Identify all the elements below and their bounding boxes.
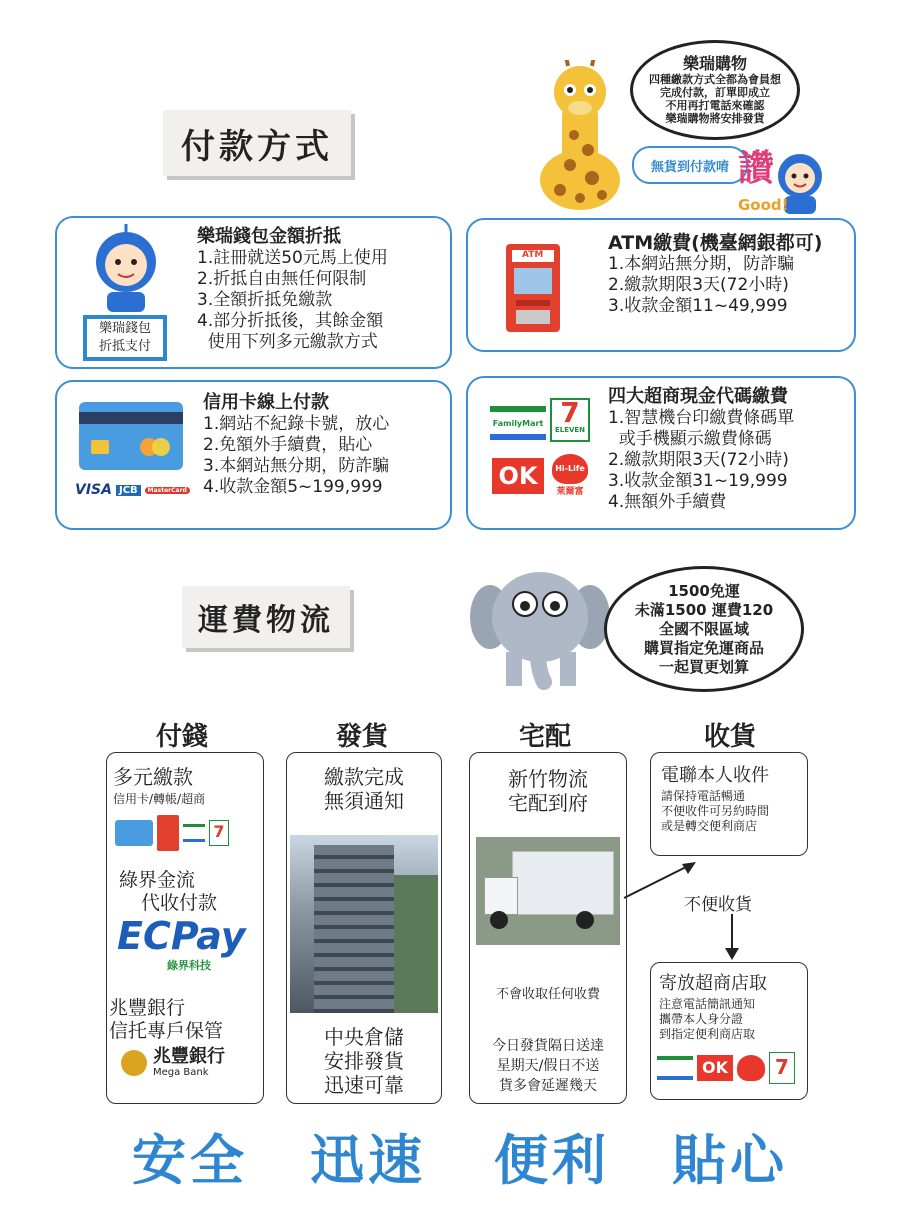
ecpay-title-line: 代收付款 xyxy=(141,892,218,914)
ecpay-logo: ECPay xyxy=(117,914,246,958)
ship-foot: 迅速可靠 xyxy=(324,1073,404,1097)
shipping-section-title: 運費物流 xyxy=(182,586,350,648)
credit-card-icon xyxy=(79,402,183,470)
wallet-item: 使用下列多元繳款方式 xyxy=(197,332,378,352)
mega-bank-icon xyxy=(121,1050,147,1076)
credit-item: 3.本網站無分期，防詐騙 xyxy=(203,456,390,476)
store-card-title: 四大超商現金代碼繳費 xyxy=(608,386,788,407)
ship-column xyxy=(286,752,442,1104)
robot-mascot-icon xyxy=(89,224,163,314)
credit-card-card xyxy=(55,380,452,530)
wallet-badge-line: 折抵支付 xyxy=(98,339,151,354)
ecpay-title xyxy=(107,851,263,915)
wallet-card-title: 樂瑞錢包金額折抵 xyxy=(197,226,341,247)
store-pickup-line: 注意電話簡訊通知 xyxy=(659,997,756,1011)
familymart-logo: FamilyMart xyxy=(490,406,546,440)
good-text: Good! xyxy=(738,196,789,214)
bank-line: 兆豐銀行 xyxy=(109,997,186,1019)
credit-item: 4.收款金額5~199,999 xyxy=(203,477,383,497)
wallet-item: 2.折抵自由無任何限制 xyxy=(197,269,367,289)
store-card xyxy=(466,376,856,530)
atm-card-title: ATM繳費(機臺網銀都可) xyxy=(608,232,823,254)
eleven-word: ELEVEN xyxy=(554,426,586,434)
store-pickup-line: 攜帶本人身分證 xyxy=(659,1012,744,1026)
pay-column xyxy=(106,752,264,1104)
credit-card-title: 信用卡線上付款 xyxy=(203,392,329,413)
giraffe-bubble-line: 四種繳款方式全都為會員想 xyxy=(649,73,781,86)
hilife-logo-small xyxy=(737,1055,765,1081)
store-pickup-box xyxy=(650,962,808,1100)
giraffe-bubble-line: 完成付款，訂單即成立 xyxy=(660,86,770,99)
hilife-logo xyxy=(550,454,590,498)
elephant-bubble-line: 一起買更划算 xyxy=(658,657,749,676)
slogan-safe: 安全 xyxy=(132,1129,248,1192)
receive-line: 或是轉交便利商店 xyxy=(661,819,758,833)
warehouse-photo xyxy=(290,835,438,1013)
atm-label: ATM xyxy=(522,250,544,260)
delivery-line: 新竹物流 xyxy=(508,767,588,791)
pay-title: 多元繳款 xyxy=(113,765,193,789)
column-head-pay: 付錢 xyxy=(155,722,208,752)
store-pickup-title: 寄放超商店取 xyxy=(659,973,767,994)
ok-mart-logo-small: OK xyxy=(697,1055,733,1081)
no-cod-bubble: 無貨到付款唷 xyxy=(632,146,748,184)
seven-eleven-logo-small: 7 xyxy=(769,1052,795,1084)
wallet-badge-line: 樂瑞錢包 xyxy=(98,321,151,336)
visa-logo: VISA xyxy=(75,482,112,498)
atm-machine-icon xyxy=(157,815,179,851)
payment-section-title: 付款方式 xyxy=(163,110,351,176)
store-item: 3.收款金額31~19,999 xyxy=(608,471,788,491)
column-head-ship: 發貨 xyxy=(335,722,388,752)
store-item: 或手機顯示繳費條碼 xyxy=(608,429,772,449)
mastercard-logo: MasterCard xyxy=(145,487,190,494)
delivery-line: 宅配到府 xyxy=(508,791,588,815)
elephant-mascot-icon xyxy=(470,562,610,692)
arrow-down-icon xyxy=(722,914,742,960)
credit-item: 2.免額外手續費，貼心 xyxy=(203,435,373,455)
wallet-card xyxy=(55,216,452,369)
delivery-foot: 星期天/假日不送 xyxy=(496,1058,600,1074)
elephant-speech-bubble xyxy=(604,566,804,692)
wallet-item: 1.註冊就送50元馬上使用 xyxy=(197,248,388,268)
giraffe-bubble-title: 樂瑞購物 xyxy=(682,54,747,73)
giraffe-speech-bubble xyxy=(630,40,800,140)
credit-card-icon xyxy=(115,820,153,846)
ship-line: 無須通知 xyxy=(324,789,404,813)
delivery-column xyxy=(469,752,627,1104)
ship-foot: 安排發貨 xyxy=(324,1049,404,1073)
seven-digit: 7 xyxy=(560,396,580,429)
atm-item: 2.繳款期限3天(72小時) xyxy=(608,275,789,295)
store-item: 1.智慧機台印繳費條碼單 xyxy=(608,408,795,428)
seven-eleven-logo xyxy=(550,398,590,442)
wallet-badge xyxy=(83,315,167,361)
receive-box xyxy=(650,752,808,856)
elephant-bubble-line: 全國不限區域 xyxy=(658,619,749,638)
receive-line: 請保持電話暢通 xyxy=(661,789,746,803)
elephant-bubble-line: 購買指定免運商品 xyxy=(643,638,764,657)
hilife-heart-icon: Hi-Life xyxy=(552,454,588,484)
wallet-item: 3.全額折抵免繳款 xyxy=(197,290,333,310)
store-item: 4.無額外手續費 xyxy=(608,492,727,512)
wallet-item: 4.部分折抵後，其餘金額 xyxy=(197,311,384,331)
slogan-caring: 貼心 xyxy=(672,1129,788,1192)
atm-item: 3.收款金額11~49,999 xyxy=(608,296,788,316)
column-head-receive: 收貨 xyxy=(703,722,756,752)
elephant-bubble-line: 1500免運 xyxy=(668,581,740,600)
seven-eleven-logo-small: 7 xyxy=(209,820,229,846)
laierfu-text: 萊爾富 xyxy=(556,487,584,497)
ecpay-title-line: 綠界金流 xyxy=(119,869,196,891)
delivery-foot: 今日發貨隔日送達 xyxy=(492,1038,604,1054)
store-item: 2.繳款期限3天(72小時) xyxy=(608,450,789,470)
ship-foot: 中央倉儲 xyxy=(324,1025,404,1049)
ecpay-sub: 綠界科技 xyxy=(167,959,211,972)
inconvenient-label: 不便收貨 xyxy=(684,895,752,915)
zan-text: 讚 xyxy=(738,148,775,189)
giraffe-bubble-line: 不用再打電話來確認 xyxy=(665,99,765,112)
giraffe-mascot-icon xyxy=(530,60,630,210)
ship-line: 繳款完成 xyxy=(324,765,404,789)
slogan-convenient: 便利 xyxy=(494,1129,610,1192)
mega-bank-logo-text: 兆豐銀行 xyxy=(153,1046,225,1067)
receive-title: 電聯本人收件 xyxy=(661,765,769,786)
giraffe-bubble-line: 樂瑞購物將安排發貨 xyxy=(665,112,765,125)
credit-item: 1.網站不紀錄卡號，放心 xyxy=(203,414,390,434)
delivery-foot: 貨多會延遲幾天 xyxy=(499,1078,597,1094)
slogan-fast: 迅速 xyxy=(310,1129,426,1192)
bank-line: 信托專戶保管 xyxy=(109,1020,224,1042)
store-pickup-line: 到指定便利商店取 xyxy=(659,1027,756,1041)
familymart-logo-small xyxy=(657,1056,693,1080)
delivery-note: 不會收取任何收費 xyxy=(495,987,600,1002)
receive-line: 不便收件可另約時間 xyxy=(661,804,770,818)
atm-card xyxy=(466,218,856,352)
familymart-logo-small xyxy=(183,824,205,842)
atm-item: 1.本網站無分期，防詐騙 xyxy=(608,254,795,274)
column-head-delivery: 宅配 xyxy=(518,722,571,752)
pay-sub: 信用卡/轉帳/超商 xyxy=(113,792,206,806)
delivery-truck-photo xyxy=(476,837,620,945)
jcb-logo: JCB xyxy=(116,485,141,496)
ok-mart-logo: OK xyxy=(492,458,544,494)
elephant-bubble-line: 未滿1500 運費120 xyxy=(634,600,774,619)
mega-bank-logo-en: Mega Bank xyxy=(153,1067,209,1078)
